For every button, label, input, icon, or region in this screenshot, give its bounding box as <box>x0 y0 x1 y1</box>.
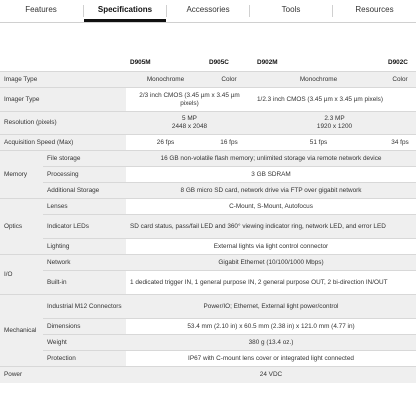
label-network: Network <box>43 255 126 271</box>
value-d905-resolution <box>126 112 253 135</box>
value-d905-imager-type: 2/3 inch CMOS (3.45 µm x 3.45 µm pixels) <box>126 88 253 112</box>
value-lighting: External lights via light control connector <box>126 239 416 255</box>
value-d902-imager-type: 1/2.3 inch CMOS (3.45 µm x 3.45 µm pixels) <box>253 88 416 112</box>
tab-resources[interactable]: Resources <box>355 5 394 14</box>
value-file-storage: 16 GB non-volatile flash memory; unlimited storage via remote network device <box>126 151 416 167</box>
value-d905m-speed: 26 fps <box>126 135 205 151</box>
value-weight: 380 g (13.4 oz.) <box>126 335 416 351</box>
value-d905c-speed: 16 fps <box>205 135 253 151</box>
label-weight: Weight <box>43 335 126 351</box>
label-dimensions: Dimensions <box>43 319 126 335</box>
d902-pixel-dims: 1920 x 1200 <box>316 123 353 130</box>
value-lenses: C-Mount, S-Mount, Autofocus <box>126 199 416 215</box>
label-protection: Protection <box>43 351 126 367</box>
label-lenses: Lenses <box>43 199 126 215</box>
value-network: Gigabit Ethernet (10/100/1000 Mbps) <box>126 255 416 271</box>
d902-megapixels: 2.3 MP <box>324 115 345 122</box>
row-dimensions <box>0 319 416 335</box>
value-m12-connectors: Power/IO; Ethernet, External light power/control <box>126 295 416 319</box>
row-lenses <box>0 199 416 215</box>
value-d902-resolution <box>253 112 416 135</box>
label-built-in: Built-in <box>43 271 126 295</box>
value-d902m-speed: 51 fps <box>253 135 384 151</box>
value-power: 24 VDC <box>126 367 416 383</box>
row-additional-storage <box>0 183 416 199</box>
value-indicator-leds: SD card status, pass/fail LED and 360° viewing indicator ring, network LED, and error LED <box>126 215 416 239</box>
row-m12-connectors <box>0 295 416 319</box>
label-power: Power <box>0 367 126 383</box>
label-resolution: Resolution (pixels) <box>0 112 126 135</box>
model-d905c: D905C <box>209 59 229 66</box>
value-protection: IP67 with C-mount lens cover or integrated light connected <box>126 351 416 367</box>
d905-megapixels: 5 MP <box>182 115 197 122</box>
header-blank <box>0 55 126 72</box>
row-imager-type <box>0 88 416 112</box>
row-weight <box>0 335 416 351</box>
value-processing: 3 GB SDRAM <box>126 167 416 183</box>
value-dimensions: 53.4 mm (2.10 in) x 60.5 mm (2.38 in) x 121.0 mm (4.77 in) <box>126 319 416 335</box>
row-image-type <box>0 72 416 88</box>
row-processing <box>0 167 416 183</box>
label-processing: Processing <box>43 167 126 183</box>
d905-pixel-dims: 2448 x 2048 <box>171 123 208 130</box>
value-d905c-image-type: Color <box>205 72 253 88</box>
label-file-storage: File storage <box>43 151 126 167</box>
model-header-row <box>0 55 416 72</box>
tab-bar <box>0 0 416 23</box>
row-lighting <box>0 239 416 255</box>
model-d902m: D902M <box>257 59 278 66</box>
value-d902c-speed: 34 fps <box>384 135 416 151</box>
row-resolution <box>0 112 416 135</box>
model-d905m: D905M <box>130 59 151 66</box>
group-mechanical: Mechanical <box>0 295 43 367</box>
group-optics: Optics <box>0 199 43 255</box>
row-indicator-leds <box>0 215 416 239</box>
tab-accessories[interactable]: Accessories <box>186 5 230 14</box>
value-d905m-image-type: Monochrome <box>126 72 205 88</box>
value-additional-storage: 8 GB micro SD card, network drive via FTP over gigabit network <box>126 183 416 199</box>
specifications-table <box>0 55 416 383</box>
row-network <box>0 255 416 271</box>
value-built-in: 1 dedicated trigger IN, 1 general purpose IN, 2 general purpose OUT, 2 bi-direction IN/OUT <box>126 271 416 295</box>
tab-tools[interactable]: Tools <box>281 5 301 14</box>
value-d902m-image-type: Monochrome <box>253 72 384 88</box>
group-io: I/O <box>0 255 43 295</box>
label-imager-type: Imager Type <box>0 88 126 112</box>
model-d902c: D902C <box>388 59 408 66</box>
group-memory: Memory <box>0 151 43 199</box>
row-built-in <box>0 271 416 295</box>
label-indicator-leds: Indicator LEDs <box>43 215 126 239</box>
row-file-storage <box>0 151 416 167</box>
tab-specifications[interactable]: Specifications <box>84 0 166 22</box>
row-protection <box>0 351 416 367</box>
row-power <box>0 367 416 383</box>
label-lighting: Lighting <box>43 239 126 255</box>
row-acquisition-speed <box>0 135 416 151</box>
label-acquisition-speed: Acquisition Speed (Max) <box>0 135 126 151</box>
tab-features[interactable]: Features <box>25 5 57 14</box>
label-additional-storage: Additional Storage <box>43 183 126 199</box>
label-image-type: Image Type <box>0 72 126 88</box>
value-d902c-image-type: Color <box>384 72 416 88</box>
label-m12-connectors: Industrial M12 Connectors <box>43 295 126 319</box>
